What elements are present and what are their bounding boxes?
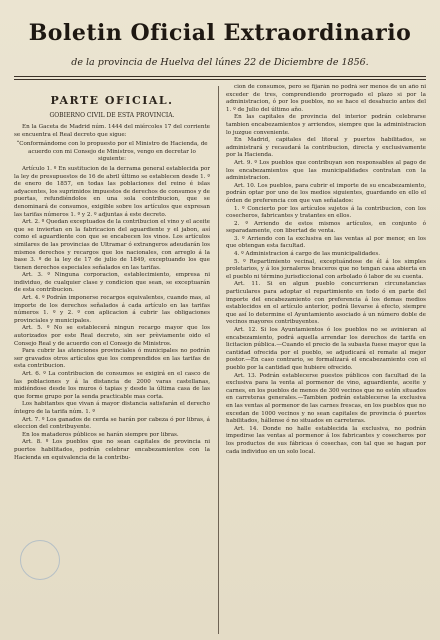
paragraph: Art. 9. º Los pueblos que contribuyan son responsables al pago de los encabezamientos que las municipalidades contratan con la administracion. <box>226 159 426 182</box>
paragraph: Art. 7. º Los ganados de cerda se harán por cabeza ó por libras, á eleccion del contribuyente. <box>14 416 210 431</box>
paragraph: En los mataderos públicos se harán siempre por libras. <box>22 431 179 438</box>
paragraph: Art. 12. Si los Ayuntamientos ó los pueblos no se avinieran al encabezamiento, podrá aquella arrendar los derechos de tarifa en licitacion pública.—Cuando el precio de la subasta fuese mayor que la cantidad ofrecida por el pueblo, se adjudicará el remate al mejor postor.—En caso contrario, se formalizará el encabezamiento con el pueblo por la cantidad que hubiere ofrecido. <box>226 327 426 371</box>
paragraph: cion de consumos, pero se fijarán no podrá ser menos de un año ni exceder de tres, comprendiendo prorrogado el plazo si por la administracion, ó por los pueblos, no se hace el desahucio antes del 1. º de Julio del último año. <box>226 84 426 113</box>
paragraph: 3. º Arriendo con la exclusiva en las ventas al por menor, en los que obtengan esta facultad. <box>226 235 426 250</box>
section-subheading: GOBIERNO CIVIL DE ESTA PROVINCIA. <box>49 112 175 119</box>
right-column <box>226 84 426 636</box>
paragraph: 1. º Concierto por los artículos sujetos á la contribucion, con los cosecheros, fabricantes y tratantes en ellos. <box>226 205 426 220</box>
paragraph: 5. º Repartimiento vecinal, exceptuándose de él á los simples proletarios, y á los jornaleros braceros que no tengan casa abierta en el pueblo ni término jurisdiccional con arbolado ó labor de su cuenta. <box>226 258 426 280</box>
paragraph: En la Gaceta de Madrid núm. 1444 del miércoles 17 del corriente se encuentra el Real decreto que sigue: <box>14 124 210 138</box>
masthead-title: Boletin Oficial Extraordinario <box>28 20 412 46</box>
paragraph: Para cubrir las atenciones provinciales ó municipales no podrán ser gravados otros artículos que los comprendidos en las tarifas de esta contribucion. <box>14 348 210 370</box>
paragraph: Art. 10. Los pueblos, para cubrir el importe de su encabezamiento, podrán optar por uno de los medios siguientes, guardando en ello el órden de preferencia con que van señalados: <box>226 182 426 204</box>
paragraph: En Madrid, capitales del litoral y puertos habilitados, se administrará y recaudará la contribucion, directa y exclusivamente por la Hacienda. <box>226 137 426 159</box>
masthead-subtitle: de la provincia de Huelva del lúnes 22 de Diciembre de 1856. <box>71 57 369 68</box>
paragraph: 2. º Arriendo de estos mismos artículos, en conjunto ó separadamente, con libertad de venta. <box>226 220 426 235</box>
header-rule <box>14 76 426 77</box>
column-divider <box>218 86 219 634</box>
header-rule-secondary <box>14 79 426 80</box>
paragraph: Art. 4. º Podrán imponerse recargos equivalentes, cuando mas, al importe de los derechos señalados á cada artículo en las tarifas números 1. º y 2. º con aplicacion á cubrir las obligaciones provinciales y municipales. <box>14 295 210 324</box>
paragraph: 4. º Administracion á cargo de las municipalidades. <box>234 251 381 258</box>
section-heading: PARTE OFICIAL. <box>50 94 174 107</box>
paragraph: Art. 6. º La contribucion de consumos se exigirá en el casco de las poblaciones y á la distancia de 2000 varas castellanas, midiéndose desde los muros ó tapias y desde la última casa de las que forme grupo por la senda practicable mas corta. <box>14 371 210 400</box>
paragraph: Art. 14. Donde no halle establecida la exclusiva, no podrán impedirse las ventas al pormenor á los fabricantes y cosecheros por los productos de sus fábricas ó cosechas, con tal que se hagan por cada individuo en un solo local. <box>226 425 426 455</box>
paragraph: Artículo 1. º En sustitucion de la derrama general establecida por la ley de presupuestos de 16 de abril último se establecen desde 1. º de enero de 1857, en todas las poblaciones del reino é islas adyacentes, los suprimidos impuestos de derechos de consumos y de puertas, refundiéndolos en una sola contribucion, que se denominará de consumos, exigible sobre los artículos que expresan las tarifas números 1. º y 2. º adjuntas á este decreto. <box>14 165 210 218</box>
paragraph: Art. 5. º No se establecerá ningun recargo mayor que los autorizados por este Real decreto, sin ser prèviamente oido el Consejo Real y de acuerdo con el Consejo de Ministros. <box>14 325 210 347</box>
paragraph: Art. 13. Podrán establecerse puestos públicos con facultad de la exclusiva para la venta al pormenor de vino, aguardiente, aceite y carnes, en los pueblos de menos de 300 vecinos que no estén situados en carreteras generales.—Tambien podrán establecerse la exclusiva en las ventas al pormenor de las carnes frescas, en los pueblos que no excedan de 1000 vecinos y no sean capitales de provincia ó puertos habilitados, hállense ó no situados en carreteras. <box>226 372 426 425</box>
paragraph: “Conformándome con lo propuesto por el Ministro de Hacienda, de acuerdo con mi Consejo de Ministros, vengo en decretar lo siguiente: <box>16 141 208 163</box>
paragraph: Los habitantes que vivan á mayor distancia satisfarán el derecho íntegro de la tarifa núm. 1. º <box>14 401 210 415</box>
paragraph: Art. 11. Si en algun pueblo concurrieran circunstancias particulares para adoptar el repartimiento en todo ó en parte del importe del encabezamiento con preferencia á los demas medios establecidos en el artículo anterior, podrá llevarse á efecto, siempre que así lo determine el Ayuntamiento asociado á un número doble de vecinos mayores contribuyentes. <box>226 281 426 326</box>
library-stamp <box>20 540 60 580</box>
paragraph: Art. 8. º Los pueblos que no sean capitales de provincia ni puertos habilitados, podrán celebrar encabezamientos con la Hacienda en equivalencia de la contribu- <box>14 439 210 461</box>
paragraph: En las capitales de provincia del interior podrán celebrarse tambien encabezamientos y arriendos, siempre que la administracion lo juzgue conveniente. <box>226 114 426 136</box>
paragraph: Art. 3. º Ninguna corporacion, establecimiento, empresa ni individuo, de cualquier clase y condicion que sean, se exceptuarán de esta contribucion. <box>14 272 210 294</box>
paragraph: Art. 2. º Quedan exceptuados de la contribucion el vino y el aceite que se inviertan en la fabricacion del aguardiente y el jabon, así como el aguardiente con que se encabecen los vinos. Los artículos similares de las provincias de Ultramar ó extrangeros adeudarán los mismos derechos y recargos que los nacionales, con arreglo á la base 3. º de la ley de 17 de julio de 1849, exceptuando los que tienen derechos especiales señalados en las tarifas. <box>14 219 210 271</box>
